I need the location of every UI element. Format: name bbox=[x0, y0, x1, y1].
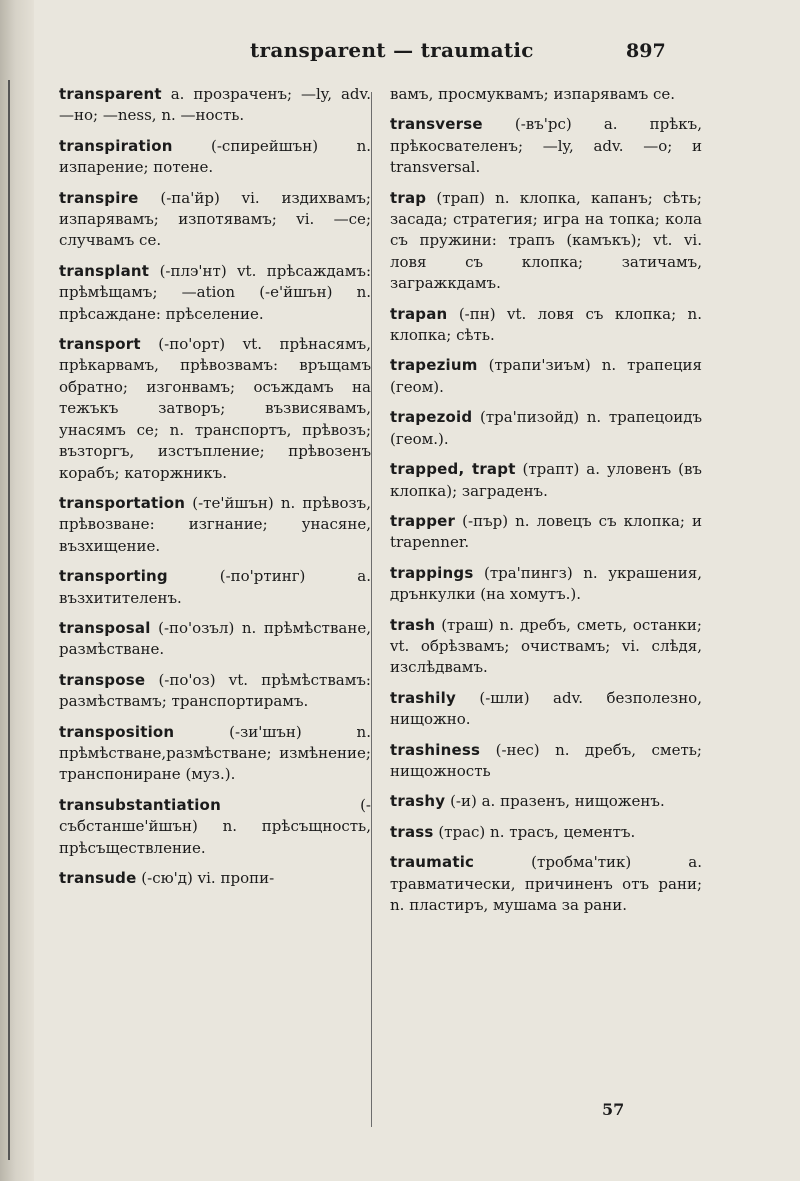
entry-definition: трасъ, цементъ. bbox=[509, 822, 636, 841]
entry-headword: transporting bbox=[59, 567, 168, 586]
column-divider bbox=[371, 92, 372, 1127]
entry-headword: trashy bbox=[390, 792, 446, 811]
entry-headword: transportation bbox=[59, 493, 186, 512]
entry-definition: прѣнасямъ, прѣкарвамъ, прѣвозвамъ: връщамъ обратно; изгонвамъ; осъждамъ на тежъкъ затворъ; възвисявамъ, унасямъ се; n. транспортъ, прѣвозъ; възторгъ, изстъпление; прѣвозенъ корабъ; каторжникъ. bbox=[59, 335, 371, 482]
dictionary-entry bbox=[390, 791, 702, 812]
entry-definition: прѣвозъ, прѣвозване: изгнание; унасяне, възхищение. bbox=[59, 493, 371, 555]
entry-pronunciation: (тра'пингз) n. bbox=[483, 563, 598, 582]
entry-pronunciation: (-пър) n. bbox=[462, 511, 530, 530]
dictionary-entry bbox=[59, 722, 371, 786]
dictionary-entry bbox=[59, 566, 371, 609]
dictionary-entry bbox=[59, 188, 371, 252]
entry-pronunciation: a. bbox=[170, 85, 185, 103]
entry-pronunciation: (-по'озъл) n. bbox=[158, 618, 257, 637]
entry-pronunciation: (трап) n. bbox=[436, 188, 510, 207]
dictionary-entry bbox=[390, 459, 702, 502]
entry-headword: transplant bbox=[59, 261, 150, 280]
running-head: transparent — traumatic bbox=[250, 38, 534, 62]
entry-definition: безполезно, нищожно. bbox=[390, 688, 702, 729]
entry-pronunciation: (трапт) a. bbox=[522, 460, 600, 479]
dictionary-entry bbox=[59, 868, 371, 889]
dictionary-entry bbox=[390, 740, 702, 783]
dictionary-entry bbox=[59, 334, 371, 484]
entry-pronunciation: (-и) a. bbox=[450, 792, 496, 811]
entry-pronunciation: (-по'орт) vt. bbox=[158, 335, 262, 354]
entry-definition: травматически, причиненъ отъ рани; n. пластиръ, мушама за рани. bbox=[390, 874, 702, 914]
entry-pronunciation: (-сю'д) vi. bbox=[141, 869, 216, 887]
entry-pronunciation: (-по'ртинг) a. bbox=[219, 567, 371, 586]
entry-headword: transpose bbox=[59, 670, 146, 689]
entry-definition: прѣмѣстване,размѣстване; измѣнение; транспониране (муз.). bbox=[59, 743, 371, 784]
entry-definition: клопка, капанъ; сѣть; засада; стратегия; игра на топка; кола съ пружини: трапъ (камъкъ); vt. vi. ловя съ клопка; затичамъ, загражкдамъ. bbox=[390, 188, 702, 293]
entry-pronunciation: (-нес) n. bbox=[495, 740, 570, 759]
signature-mark: 57 bbox=[602, 1100, 625, 1119]
page-header bbox=[40, 38, 780, 78]
entry-headword: transparent bbox=[59, 85, 162, 103]
entry-headword: trapezoid bbox=[390, 408, 473, 427]
entry-definition: трапецоидъ (геом.). bbox=[390, 408, 702, 448]
entry-pronunciation: (-плэ'нт) vt. bbox=[159, 261, 257, 280]
entry-headword: trashiness bbox=[390, 740, 481, 759]
entry-definition: прѣкъ, прѣкосвателенъ; —ly, adv. —о; и transversal. bbox=[390, 115, 702, 177]
entry-definition: издихвамъ; изпарявамъ; изпотявамъ; vi. —се; случвамъ се. bbox=[59, 188, 371, 250]
entry-headword: trap bbox=[390, 188, 427, 207]
entry-headword: trapan bbox=[390, 304, 448, 323]
entry-definition: уловенъ (въ клопка); заграденъ. bbox=[390, 460, 702, 500]
entry-definition: украшения, дрънкулки (на хомутъ.). bbox=[390, 563, 702, 604]
entry-headword: trass bbox=[390, 822, 434, 841]
left-column bbox=[59, 84, 371, 898]
entry-pronunciation: (-па'йр) vi. bbox=[160, 188, 260, 207]
entry-headword: transport bbox=[59, 335, 141, 354]
dictionary-entry bbox=[59, 670, 371, 713]
dictionary-entry bbox=[59, 261, 371, 325]
entry-pronunciation: (-пн) vt. bbox=[458, 304, 527, 323]
dictionary-entry bbox=[390, 852, 702, 916]
entry-definition: изпарение; потене. bbox=[59, 158, 214, 177]
page-number: 897 bbox=[626, 40, 666, 62]
entry-definition: дребъ, сметь; нищожность bbox=[390, 740, 702, 780]
entry-pronunciation: (-зи'шън) n. bbox=[229, 722, 371, 741]
entry-definition: празенъ, нищоженъ. bbox=[500, 792, 665, 811]
entry-headword: traumatic bbox=[390, 853, 475, 872]
entry-definition: прѣмѣствамъ: размѣствамъ; транспортирамъ. bbox=[59, 670, 371, 711]
entry-pronunciation: (трапи'зиъм) n. bbox=[488, 356, 617, 375]
entry-headword: trapped, trapt bbox=[390, 460, 516, 479]
dictionary-entry bbox=[390, 188, 702, 295]
right-column bbox=[390, 84, 702, 925]
dictionary-entry bbox=[59, 493, 371, 557]
entry-pronunciation: (-те'йшън) n. bbox=[192, 493, 296, 512]
dictionary-entry bbox=[59, 136, 371, 179]
dictionary-entry bbox=[390, 822, 702, 843]
entry-definition: ловецъ съ клопка; и trapenner. bbox=[390, 511, 702, 552]
entry-pronunciation: (-спирейшън) n. bbox=[211, 136, 371, 155]
dictionary-entry bbox=[390, 688, 702, 731]
book-binding-shadow bbox=[0, 0, 34, 1181]
dictionary-entry bbox=[390, 355, 702, 398]
dictionary-entry bbox=[390, 615, 702, 679]
entry-headword: trash bbox=[390, 615, 436, 634]
entry-headword: trashily bbox=[390, 688, 456, 707]
dictionary-entry bbox=[390, 407, 702, 450]
entry-headword: transposition bbox=[59, 722, 175, 741]
dictionary-entry bbox=[390, 304, 702, 347]
entry-headword: trapezium bbox=[390, 356, 478, 375]
dictionary-entry bbox=[59, 795, 371, 859]
entry-definition: трапеция (геом). bbox=[390, 356, 702, 396]
entry-headword: transposal bbox=[59, 618, 151, 637]
entry-headword: trapper bbox=[390, 511, 456, 530]
entry-pronunciation: (тробма'тик) a. bbox=[531, 853, 702, 872]
entry-headword: transverse bbox=[390, 115, 483, 134]
entry-pronunciation: (-събстанше'йшън) n. bbox=[59, 795, 371, 836]
entry-definition: дребъ, сметь, останки; vt. обрѣзвамъ; очиствамъ; vi. слѣдя, изслѣдвамъ. bbox=[390, 615, 702, 677]
entry-definition: пропи- bbox=[220, 869, 275, 887]
entry-pronunciation: (-по'оз) vt. bbox=[158, 670, 249, 689]
entry-definition: прозраченъ; —ly, adv. —но; —ness, n. —ность. bbox=[59, 85, 371, 125]
entry-headword: transude bbox=[59, 869, 137, 887]
entry-definition: вамъ, просмуквамъ; изпарявамъ се. bbox=[390, 85, 676, 103]
entry-definition: прѣмѣстване, размѣстване. bbox=[59, 618, 371, 659]
dictionary-entry bbox=[390, 114, 702, 178]
entry-headword: transpiration bbox=[59, 136, 173, 155]
entry-definition: прѣсаждамъ: прѣмѣщамъ; —ation (-е'йшън) n. прѣсаждане: прѣселение. bbox=[59, 261, 371, 323]
entry-definition: възхитителенъ. bbox=[59, 588, 182, 607]
dictionary-entry bbox=[59, 84, 371, 127]
entry-headword: transubstantiation bbox=[59, 795, 221, 814]
dictionary-entry bbox=[59, 618, 371, 661]
binding-edge-line bbox=[8, 80, 10, 1160]
entry-pronunciation: (-въ'рс) a. bbox=[514, 115, 618, 134]
dictionary-entry bbox=[390, 511, 702, 554]
entry-definition: ловя съ клопка; n. клопка; сѣть. bbox=[390, 304, 702, 345]
entry-headword: trappings bbox=[390, 563, 474, 582]
entry-pronunciation: (траш) n. bbox=[441, 615, 514, 634]
dictionary-entry bbox=[390, 84, 702, 105]
entry-pronunciation: (трас) n. bbox=[438, 822, 505, 841]
dictionary-entry bbox=[390, 563, 702, 606]
entry-pronunciation: (тра'пизойд) n. bbox=[479, 408, 602, 427]
entry-pronunciation: (-шли) adv. bbox=[479, 688, 584, 707]
entry-headword: transpire bbox=[59, 188, 139, 207]
entry-definition: прѣсъщность, прѣсъществление. bbox=[59, 817, 371, 857]
